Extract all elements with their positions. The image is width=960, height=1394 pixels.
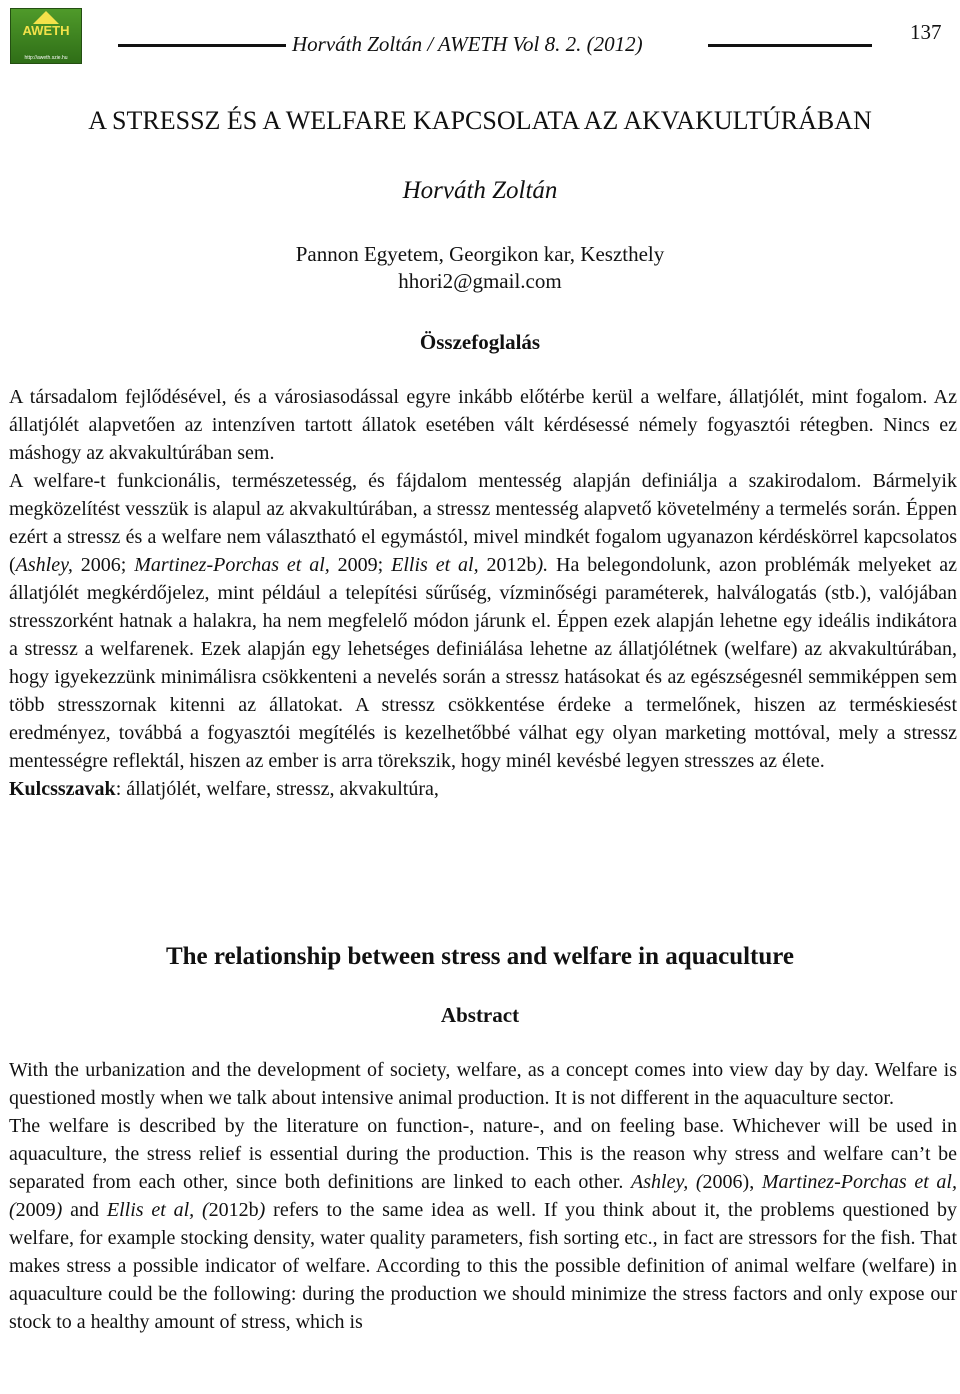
header-rule-right bbox=[708, 44, 872, 47]
author-name: Horváth Zoltán bbox=[402, 177, 558, 204]
running-head: Horváth Zoltán / AWETH Vol 8. 2. (2012) bbox=[292, 32, 643, 56]
citation-author: Ashley, ( bbox=[631, 1171, 703, 1193]
english-abstract bbox=[9, 1056, 957, 1336]
text-segment: 2006), bbox=[702, 1171, 762, 1193]
citation-author: Martinez-Porchas et al, bbox=[134, 554, 330, 576]
text-segment: The welfare is described by the literature on function-, nature-, and on feeling base. Whichever will be used in aquaculture, the stress relief is essential during the production. This is the reason why stress and welfare can’t be separated from each other, since both definitions are linked to each other. bbox=[9, 1115, 957, 1193]
english-title: The relationship between stress and welfare in aquaculture bbox=[165, 943, 795, 970]
text-segment: 2012b bbox=[478, 554, 537, 576]
page-number: 137 bbox=[910, 20, 942, 44]
abstract-paragraph-2 bbox=[9, 1112, 957, 1336]
summary-paragraph-2 bbox=[9, 467, 957, 775]
citation-close: ) bbox=[55, 1199, 63, 1221]
summary-heading: Összefoglalás bbox=[419, 330, 541, 354]
citation-author: Martinez-Porchas et al, ( bbox=[9, 1171, 957, 1221]
header-rule-left bbox=[118, 44, 286, 47]
citation-close: ) bbox=[258, 1199, 266, 1221]
logo-text: AWETH bbox=[22, 23, 70, 38]
text-segment: 2006; bbox=[72, 554, 135, 576]
journal-logo bbox=[10, 8, 82, 64]
logo-url: http://aweth.szie.hu bbox=[24, 55, 68, 61]
keywords-line bbox=[9, 775, 957, 803]
citation-close: ). bbox=[536, 554, 549, 576]
abstract-paragraph-1: With the urbanization and the development of society, welfare, as a concept comes into view day by day. Welfare is questioned mostly when we talk about intensive animal production. It is not different in the aquaculture sector. bbox=[9, 1059, 957, 1109]
author-email: hhori2@gmail.com bbox=[398, 269, 562, 293]
citation-author: Ashley, bbox=[15, 554, 73, 576]
text-segment: 2009 bbox=[15, 1199, 56, 1221]
citation-author: Ellis et al, bbox=[391, 554, 479, 576]
text-segment: 2012b bbox=[208, 1199, 259, 1221]
abstract-heading: Abstract bbox=[440, 1003, 520, 1027]
affiliation-block bbox=[0, 241, 960, 295]
text-segment: 2009; bbox=[329, 554, 392, 576]
hungarian-summary bbox=[9, 383, 957, 803]
text-segment: and bbox=[62, 1199, 107, 1221]
text-segment: A welfare-t funkcionális, természetesség, és fájdalom mentesség alapján definiálja a szakirodalom. Bármelyik megközelítést vesszük is alapul az akvakultúrában, a stressz mentesség alapvető követelmény a termelés során. Éppen ezért a stressz és a welfare nem választható el egymástól, mivel mindkét fogalom ugyanazon kérdéskörrel kapcsolatos ( bbox=[9, 470, 957, 576]
affiliation: Pannon Egyetem, Georgikon kar, Keszthely bbox=[295, 242, 665, 266]
keywords-list: : állatjólét, welfare, stressz, akvakultúra, bbox=[115, 778, 439, 800]
citation-author: Ellis et al, ( bbox=[106, 1199, 209, 1221]
keywords-label: Kulcsszavak bbox=[9, 778, 116, 800]
paper-title: A STRESSZ ÉS A WELFARE KAPCSOLATA AZ AKVAKULTÚRÁBAN bbox=[88, 106, 872, 135]
text-segment: refers to the same idea as well. If you think about it, the problems questioned by welfare, for example stocking density, water quality parameters, fish sorting etc., in fact are stressors for the fish. That makes stress a possible indicator of welfare. According to this the possible definition of animal welfare (welfare) in aquaculture could be the following: during the production we should minimize the stress factors and only expose our stock to a healthy amount of stress, which is bbox=[9, 1199, 957, 1333]
text-segment: Ha belegondolunk, azon problémák melyeket az állatjólét megkérdőjelez, mint például a telepítési sűrűség, vízminőségi paraméterek, halválogatás (stb.), valójában stresszorként hatnak a halakra, ha nem megfelelő módon járunk el. Éppen ezek alapján lehetne egy ideális indikátora a stressz a welfarenek. Ezek alapján egy lehetséges definiálása lehetne az állatjólétnek (welfare) az akvakultúrában, hogy igyekezzünk minimálisra csökkenteni a nevelés során a stressz hatásokat és az egészségesnél semmiképpen sem több stresszornak kitenni az állatokat. A stressz csökkentése érdeke a termelőnek, hiszen az terméskiesést eredményez, továbbá a fogyasztói megítélés is kezelhetőbbé válhat egy olyan marketing mottóval, mely a stressz mentességre reflektál, hiszen az ember is arra törekszik, hogy minél kevésbé legyen stresszes az élete. bbox=[9, 554, 957, 772]
page-header bbox=[0, 0, 960, 70]
summary-paragraph-1: A társadalom fejlődésével, és a városiasodással egyre inkább előtérbe kerül a welfare, állatjólét, mint fogalom. Az állatjólét alapvetően az intenzíven tartott állatok esetében vált kérdésessé némely fogyasztói rétegben. Nincs ez máshogy az akvakultúrában sem. bbox=[9, 386, 957, 464]
